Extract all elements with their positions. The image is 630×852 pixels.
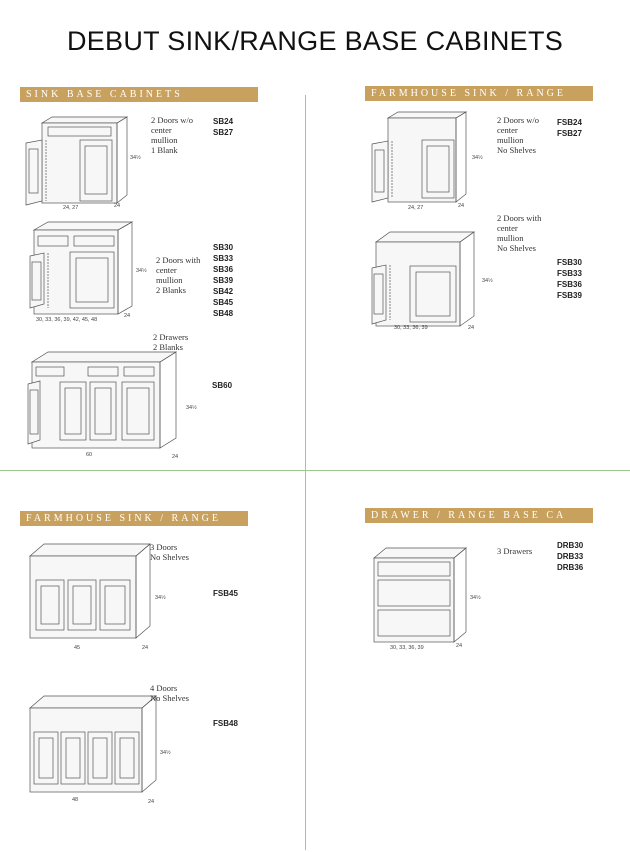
fsb24-depth-dim: 24 bbox=[458, 203, 465, 209]
sb30-height-dim: 34½ bbox=[136, 268, 147, 274]
horizontal-divider bbox=[0, 470, 630, 471]
sb60-codes: SB60 bbox=[212, 381, 233, 390]
fsb45-width-dim: 45 bbox=[74, 645, 81, 651]
sb24-height-dim: 34½ bbox=[130, 155, 141, 161]
fsb48-depth-dim: 24 bbox=[148, 799, 155, 805]
fsb45-codes: FSB45 bbox=[213, 589, 238, 598]
drb30-depth-dim: 24 bbox=[456, 643, 463, 649]
farmhouse-right-header: FARMHOUSE SINK / RANGE bbox=[365, 86, 593, 101]
sb30-description: 2 Doors with center mullion 2 Blanks bbox=[156, 255, 201, 295]
sb24-codes: SB24 SB27 bbox=[213, 117, 234, 137]
drawer-range-header: DRAWER / RANGE BASE CA bbox=[365, 508, 593, 523]
fsb30-depth-dim: 24 bbox=[468, 325, 475, 331]
fsb45-depth-dim: 24 bbox=[142, 645, 149, 651]
sb60-depth-dim: 24 bbox=[172, 454, 179, 460]
vertical-divider bbox=[305, 95, 306, 850]
sb30-codes: SB30 SB33 SB36 SB39 SB42 SB45 SB48 bbox=[213, 243, 234, 318]
fsb45-cabinet-drawing bbox=[24, 540, 154, 645]
page-title: DEBUT SINK/RANGE BASE CABINETS bbox=[66, 26, 564, 56]
sink-base-header: SINK BASE CABINETS bbox=[20, 87, 258, 102]
sb30-cabinet-drawing bbox=[28, 220, 138, 320]
sb60-height-dim: 34½ bbox=[186, 405, 197, 411]
sb24-depth-dim: 24 bbox=[114, 203, 121, 209]
drb30-codes: DRB30 DRB33 DRB36 bbox=[557, 541, 584, 572]
sb24-description: 2 Doors w/o center mullion 1 Blank bbox=[151, 115, 194, 155]
fsb30-codes: FSB30 FSB33 FSB36 FSB39 bbox=[557, 258, 582, 300]
fsb30-height-dim: 34½ bbox=[482, 278, 493, 284]
drb30-description: 3 Drawers bbox=[497, 546, 533, 556]
fsb30-description: 2 Doors with center mullion No Shelves bbox=[497, 213, 542, 253]
sb30-width-dim: 30, 33, 36, 39, 42, 45, 48 bbox=[36, 317, 98, 323]
fsb24-cabinet-drawing bbox=[368, 108, 468, 208]
fsb24-height-dim: 34½ bbox=[472, 155, 483, 161]
sb60-width-dim: 60 bbox=[86, 452, 93, 458]
fsb24-codes: FSB24 FSB27 bbox=[557, 118, 582, 138]
sb24-width-dim: 24, 27 bbox=[63, 205, 79, 211]
fsb30-width-dim: 30, 33, 36, 39 bbox=[394, 325, 428, 331]
drb30-cabinet-drawing bbox=[370, 544, 470, 646]
sb60-description: 2 Drawers 2 Blanks bbox=[153, 332, 189, 352]
drb30-width-dim: 30, 33, 36, 39 bbox=[390, 645, 424, 651]
fsb48-description: 4 Doors No Shelves bbox=[150, 683, 189, 703]
fsb48-width-dim: 48 bbox=[72, 797, 79, 803]
drb30-height-dim: 34½ bbox=[470, 595, 481, 601]
fsb48-codes: FSB48 bbox=[213, 719, 238, 728]
fsb48-height-dim: 34½ bbox=[160, 750, 171, 756]
fsb24-description: 2 Doors w/o center mullion No Shelves bbox=[497, 115, 540, 155]
sb30-depth-dim: 24 bbox=[124, 313, 131, 319]
farmhouse-left-header: FARMHOUSE SINK / RANGE bbox=[20, 511, 248, 526]
sb24-cabinet-drawing bbox=[22, 113, 132, 208]
fsb24-width-dim: 24, 27 bbox=[408, 205, 424, 211]
fsb30-cabinet-drawing bbox=[368, 228, 478, 328]
fsb48-cabinet-drawing bbox=[24, 692, 159, 797]
sb60-cabinet-drawing bbox=[26, 348, 186, 453]
fsb45-height-dim: 34½ bbox=[155, 595, 166, 601]
fsb45-description: 3 Doors No Shelves bbox=[150, 542, 189, 562]
